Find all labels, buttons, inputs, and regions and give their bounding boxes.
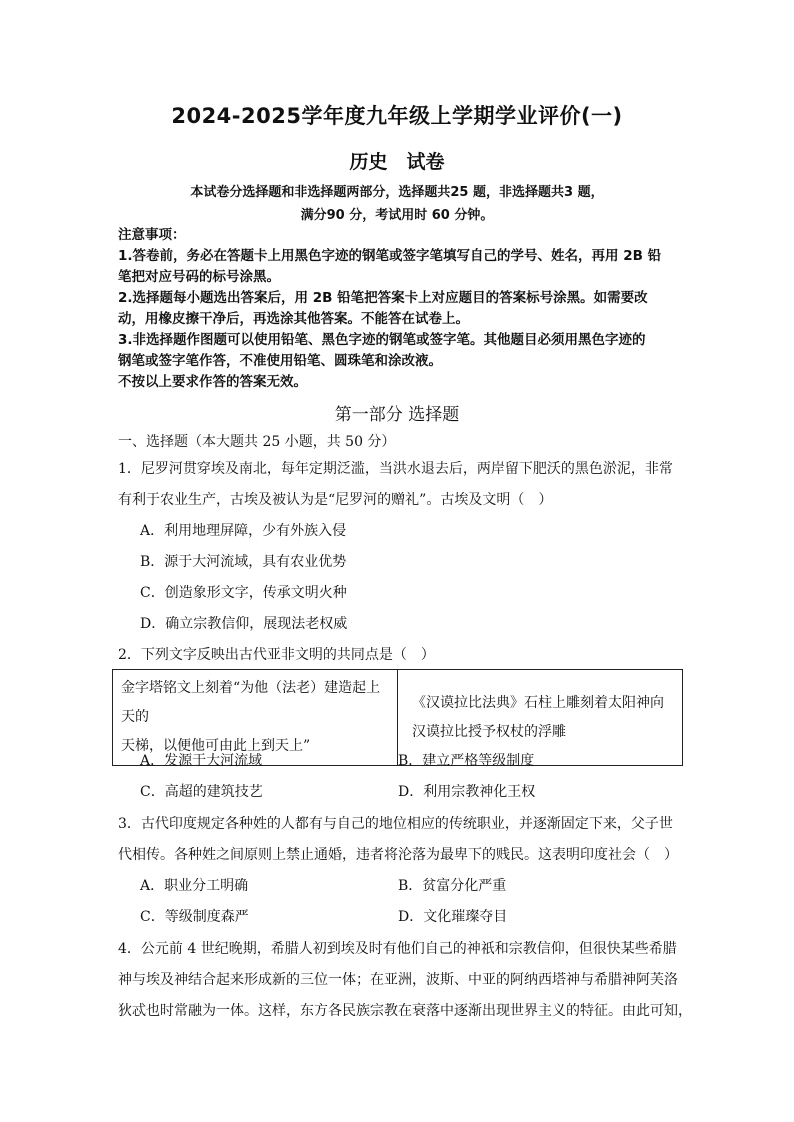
- exam-title: 2024-2025学年度九年级上学期学业评价(一): [171, 104, 623, 128]
- q4-stem-line-1: 4．公元前 4 世纪晚期，希腊人初到埃及时有他们自己的神祇和宗教信仰，但很快某些希腊: [118, 941, 677, 957]
- q2-option-a: A．发源于大河流域: [140, 753, 263, 769]
- q3-option-c: C．等级制度森严: [140, 909, 249, 925]
- q2-source-left-line-2: 天梯，以便他可由此上到天上”: [121, 738, 311, 754]
- q2-source-left-line-1: 金字塔铭文上刻着“为他（法老）建造起上天的: [121, 680, 381, 725]
- q4-stem-line-2: 神与埃及神结合起来形成新的三位一体；在亚洲，波斯、中亚的阿纳西塔神与希腊神阿芙洛: [118, 972, 678, 988]
- notes-line: 动，用橡皮擦干净后，再选涂其他答案。不能答在试卷上。: [118, 311, 469, 327]
- q3-option-b: B．贫富分化严重: [398, 878, 507, 894]
- q1-stem-line-2: 有利于农业生产，古埃及被认为是“尼罗河的赠礼”。古埃及文明（ ）: [118, 492, 553, 508]
- notes-heading: 注意事项：: [118, 227, 186, 243]
- notes-line: 3.非选择题作图题可以使用铅笔、黑色字迹的钢笔或签字笔。其他题目必须用黑色字迹的: [118, 332, 646, 348]
- part-heading: 一、选择题（本大题共 25 小题，共 50 分）: [118, 434, 396, 450]
- notes-line: 2.选择题每小题选出答案后，用 2B 铅笔把答案卡上对应题目的答案标号涂黑。如需要改: [118, 290, 648, 306]
- q2-source-right-line-2: 汉谟拉比授予权杖的浮雕: [412, 723, 566, 740]
- notes-line: 1.答卷前，务必在答题卡上用黑色字迹的钢笔或签字笔填写自己的学号、姓名，再用 2B 铅: [118, 248, 662, 264]
- q2-option-d: D．利用宗教神化王权: [398, 784, 536, 800]
- q1-option-a: A．利用地理屏障，少有外族入侵: [140, 523, 347, 539]
- q1-option-c: C．创造象形文字，传承文明火种: [140, 585, 347, 601]
- q3-option-a: A．职业分工明确: [140, 878, 249, 894]
- q2-option-b: B．建立严格等级制度: [398, 753, 535, 769]
- q1-stem-line-1: 1．尼罗河贯穿埃及南北，每年定期泛滥，当洪水退去后，两岸留下肥沃的黑色淤泥，非常: [118, 461, 673, 477]
- notes-line: 笔把对应号码的标号涂黑。: [118, 269, 280, 285]
- q2-option-c: C．高超的建筑技艺: [140, 784, 263, 800]
- q2-stem: 2．下列文字反映出古代亚非文明的共同点是（ ）: [118, 647, 435, 663]
- notes-line: 钢笔或签字笔作答，不准使用铅笔、圆珠笔和涂改液。: [118, 353, 442, 369]
- q3-stem-line-2: 代相传。各种姓之间原则上禁止通婚，违者将沦落为最卑下的贱民。这表明印度社会（ ）: [118, 847, 678, 863]
- exam-intro-line-1: 本试卷分选择题和非选择题两部分，选择题共25 题，非选择题共3 题，: [190, 185, 604, 200]
- q1-option-b: B．源于大河流域，具有农业优势: [140, 554, 347, 570]
- q3-stem-line-1: 3．古代印度规定各种姓的人都有与自己的地位相应的传统职业，并逐渐固定下来，父子世: [118, 816, 673, 832]
- q2-source-right-line-1: 《汉谟拉比法典》石柱上雕刻着太阳神向: [412, 694, 664, 711]
- notes-line: 不按以上要求作答的答案无效。: [118, 374, 307, 390]
- q3-option-d: D．文化璀璨夺目: [398, 909, 508, 925]
- q4-stem-line-3: 狄忒也时常融为一体。这样，东方各民族宗教在衰落中逐渐出现世界主义的特征。由此可知，: [118, 1003, 692, 1019]
- exam-subject: 历史 试卷: [349, 151, 445, 173]
- exam-intro-line-2: 满分90 分，考试用时 60 分钟。: [300, 208, 494, 223]
- q1-option-d: D．确立宗教信仰，展现法老权威: [140, 616, 348, 632]
- section-title: 第一部分 选择题: [334, 405, 460, 425]
- notes-block: [118, 225, 680, 393]
